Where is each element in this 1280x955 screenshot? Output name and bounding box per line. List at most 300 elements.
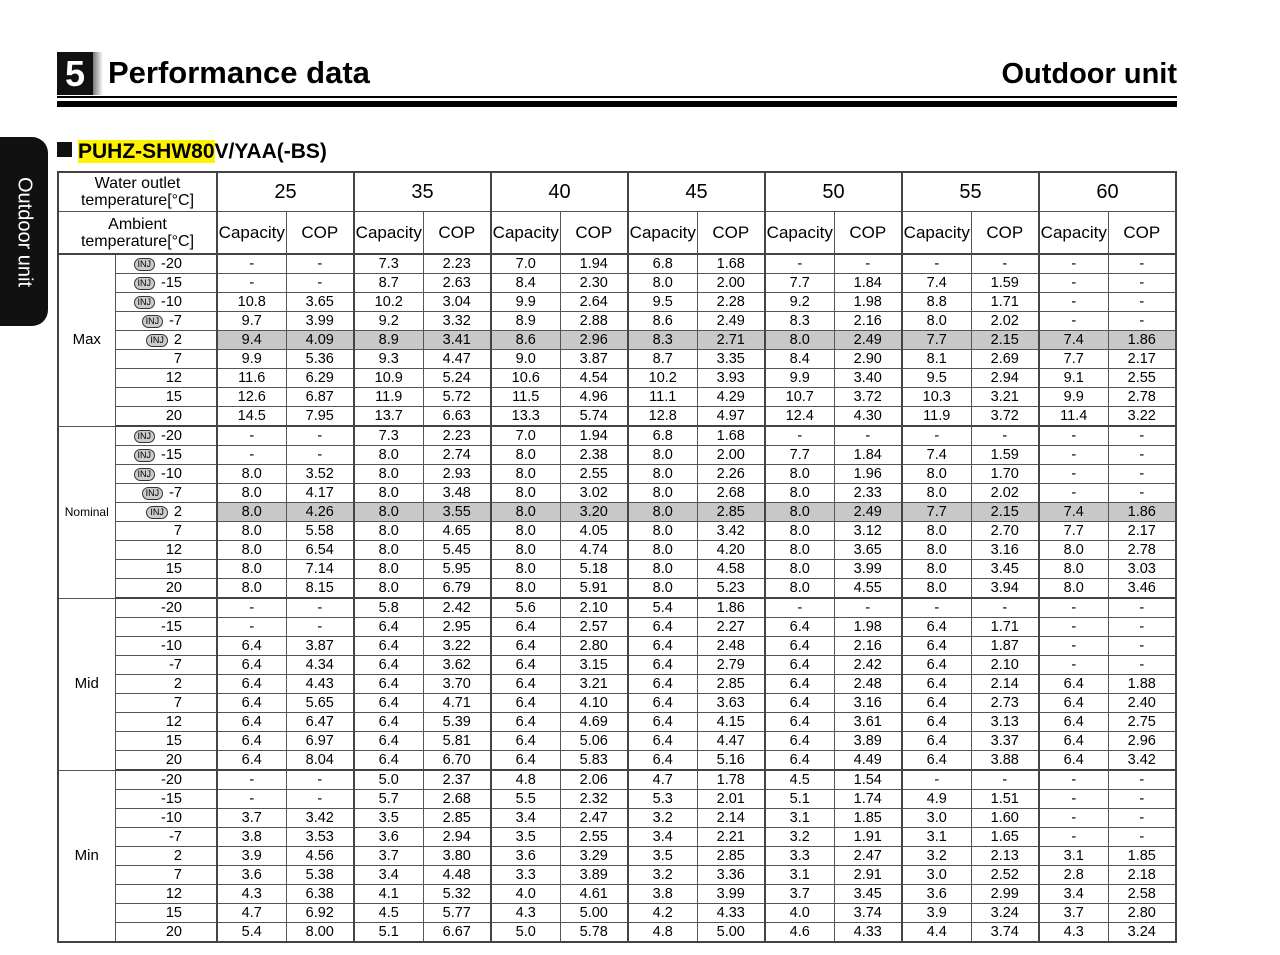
cop-cell: 3.62 [423,656,491,675]
table-row [58,484,1176,503]
section-number: 5 [57,52,93,95]
ambient-temp-cell [115,751,217,771]
ambient-temp-value: 12 [165,714,182,730]
cop-cell: 3.45 [971,560,1039,579]
ambient-temp-cell [115,522,217,541]
cop-cell: 2.58 [1108,885,1176,904]
cop-cell: - [1108,274,1176,293]
cop-cell: - [1108,809,1176,828]
water-outlet-label: Water outlet temperature[°C] [58,172,217,212]
capacity-cell: 3.1 [902,828,971,847]
cop-cell: 2.16 [834,637,902,656]
ambient-temp-cell [115,694,217,713]
table-row [58,656,1176,675]
capacity-cell: 10.3 [902,388,971,407]
cop-cell: 2.49 [697,312,765,331]
cop-cell: 3.41 [423,331,491,350]
ambient-temp-cell [115,656,217,675]
capacity-cell: 8.0 [628,465,697,484]
capacity-cell: 8.0 [217,522,286,541]
cop-cell: 2.33 [834,484,902,503]
cop-cell: - [834,254,902,274]
capacity-cell: 5.4 [217,923,286,943]
capacity-cell: 6.4 [765,732,834,751]
cop-cell: 5.32 [423,885,491,904]
cop-cell: 3.99 [834,560,902,579]
ambient-temp-cell [115,885,217,904]
table-row [58,866,1176,885]
cop-cell: 2.15 [971,331,1039,350]
capacity-cell: 8.0 [217,484,286,503]
capacity-cell: 6.4 [765,637,834,656]
cop-cell: 3.72 [971,407,1039,427]
capacity-cell: 8.7 [628,350,697,369]
header-row-water [58,172,1176,212]
cop-cell: 2.80 [560,637,628,656]
cop-cell: 4.26 [286,503,354,522]
capacity-cell: 10.9 [354,369,423,388]
capacity-cell: 11.5 [491,388,560,407]
cop-cell: 2.00 [697,446,765,465]
capacity-cell: 6.4 [354,732,423,751]
model-suffix: V/YAA(-BS) [214,140,327,163]
cop-cell: 3.88 [971,751,1039,771]
cop-cell: 3.40 [834,369,902,388]
cop-cell: 5.81 [423,732,491,751]
cop-cell: 1.51 [971,790,1039,809]
inj-badge-icon: INJ [146,506,168,519]
cop-cell: 6.79 [423,579,491,599]
ambient-temp-cell [115,407,217,427]
ambient-temp-cell [115,465,217,484]
table-row [58,254,1176,274]
ambient-temp-cell [115,637,217,656]
cop-cell: 2.01 [697,790,765,809]
capacity-cell: 8.0 [354,560,423,579]
cop-cell: 2.14 [697,809,765,828]
cop-cell: 2.71 [697,331,765,350]
capacity-cell: 8.0 [765,331,834,350]
capacity-cell: 3.4 [628,828,697,847]
side-tab-label: Outdoor unit [13,176,36,287]
cop-cell: 1.94 [560,254,628,274]
capacity-cell: 8.3 [765,312,834,331]
cop-cell: 2.69 [971,350,1039,369]
cop-cell: 2.85 [697,675,765,694]
capacity-cell: 6.4 [902,751,971,771]
capacity-cell: 11.4 [1039,407,1108,427]
capacity-cell: 3.6 [491,847,560,866]
capacity-cell: 10.2 [354,293,423,312]
ambient-temp-value: -10 [161,638,182,654]
cop-cell: 3.03 [1108,560,1176,579]
capacity-cell: 9.1 [1039,369,1108,388]
capacity-cell: 6.4 [491,637,560,656]
capacity-cell: 8.0 [902,312,971,331]
cop-header: COP [971,212,1039,255]
water-temp-header: 55 [902,172,1039,212]
cop-cell: - [834,598,902,618]
cop-cell: 3.48 [423,484,491,503]
cop-cell: 2.42 [423,598,491,618]
capacity-cell: 6.4 [491,618,560,637]
capacity-cell: 9.5 [902,369,971,388]
cop-cell: 2.94 [423,828,491,847]
water-temp-header: 45 [628,172,765,212]
capacity-cell: - [902,426,971,446]
cop-cell: 2.02 [971,312,1039,331]
cop-cell: 2.73 [971,694,1039,713]
ambient-temp-value: -15 [161,447,182,463]
cop-cell: 1.71 [971,618,1039,637]
cop-cell: 2.80 [1108,904,1176,923]
cop-cell: 7.95 [286,407,354,427]
capacity-cell: 6.4 [217,732,286,751]
capacity-cell: 6.4 [628,732,697,751]
capacity-cell: 8.0 [354,446,423,465]
cop-cell: 8.15 [286,579,354,599]
capacity-cell: 10.6 [491,369,560,388]
capacity-cell: 9.9 [1039,388,1108,407]
capacity-cell: 2.8 [1039,866,1108,885]
cop-cell: 2.02 [971,484,1039,503]
cop-cell: 3.32 [423,312,491,331]
capacity-cell: 8.0 [1039,560,1108,579]
capacity-cell: 8.0 [902,579,971,599]
cop-cell: 3.99 [286,312,354,331]
capacity-cell: 8.0 [217,560,286,579]
water-temp-header: 40 [491,172,628,212]
cop-cell: 4.17 [286,484,354,503]
capacity-cell: 6.4 [354,675,423,694]
cop-cell: 5.06 [560,732,628,751]
capacity-cell: 6.4 [491,732,560,751]
capacity-cell: 8.0 [902,541,971,560]
cop-cell: 1.91 [834,828,902,847]
model-highlight: PUHZ-SHW80 [78,140,215,163]
capacity-cell: 3.9 [217,847,286,866]
ambient-temp-cell [115,713,217,732]
capacity-cell: - [1039,426,1108,446]
ambient-temp-value: 2 [173,332,182,348]
capacity-cell: 3.4 [1039,885,1108,904]
cop-cell: 2.55 [560,465,628,484]
cop-cell: 2.90 [834,350,902,369]
table-row [58,790,1176,809]
table-row [58,350,1176,369]
capacity-cell: 8.0 [354,541,423,560]
cop-cell: 4.48 [423,866,491,885]
cop-cell: 2.40 [1108,694,1176,713]
capacity-cell: 6.4 [628,751,697,771]
cop-cell: 5.95 [423,560,491,579]
capacity-cell: 3.6 [354,828,423,847]
capacity-cell: 9.7 [217,312,286,331]
cop-cell: 2.93 [423,465,491,484]
capacity-cell: 7.7 [1039,522,1108,541]
cop-cell: 1.98 [834,618,902,637]
ambient-temp-cell [115,790,217,809]
capacity-cell: 6.8 [628,254,697,274]
capacity-cell: 6.4 [354,751,423,771]
cop-header: COP [1108,212,1176,255]
cop-cell: 5.78 [560,923,628,943]
capacity-cell: 8.0 [902,560,971,579]
cop-cell: 3.65 [834,541,902,560]
ambient-temp-value: 20 [165,408,182,424]
capacity-cell: 8.0 [765,560,834,579]
capacity-cell: 3.7 [217,809,286,828]
table-row [58,503,1176,522]
table-row [58,274,1176,293]
capacity-cell: 7.7 [765,446,834,465]
capacity-cell: 6.4 [354,637,423,656]
cop-header: COP [423,212,491,255]
cop-cell: 2.28 [697,293,765,312]
capacity-cell: 6.4 [628,675,697,694]
capacity-cell: 7.7 [765,274,834,293]
cop-cell: 3.65 [286,293,354,312]
cop-cell: 5.00 [697,923,765,943]
capacity-cell: 3.7 [1039,904,1108,923]
table-row [58,446,1176,465]
cop-cell: 2.23 [423,254,491,274]
cop-cell: 3.35 [697,350,765,369]
table-row [58,770,1176,790]
table-row [58,694,1176,713]
cop-cell: 5.91 [560,579,628,599]
inj-badge-icon: INJ [134,449,156,462]
capacity-cell: 8.4 [765,350,834,369]
cop-cell: 5.24 [423,369,491,388]
table-row [58,904,1176,923]
capacity-cell: 8.0 [491,522,560,541]
cop-cell: 1.65 [971,828,1039,847]
capacity-cell: 4.5 [354,904,423,923]
ambient-temp-value: -7 [169,313,182,329]
cop-cell: 1.86 [1108,331,1176,350]
page-title: Performance data [108,55,370,90]
capacity-cell: - [1039,790,1108,809]
cop-cell: 6.67 [423,923,491,943]
table-row [58,465,1176,484]
cop-cell: 3.61 [834,713,902,732]
capacity-cell: 6.4 [217,694,286,713]
capacity-cell: - [1039,274,1108,293]
capacity-cell: 3.4 [491,809,560,828]
ambient-temp-value: -7 [169,485,182,501]
cop-cell: - [1108,426,1176,446]
capacity-cell: 7.4 [902,274,971,293]
capacity-cell: 5.0 [354,770,423,790]
capacity-cell: 6.4 [628,637,697,656]
capacity-cell: 9.9 [491,293,560,312]
ambient-temp-value: -15 [161,791,182,807]
cop-cell: 4.54 [560,369,628,388]
water-temp-header: 60 [1039,172,1176,212]
capacity-cell: - [1039,656,1108,675]
capacity-cell: 5.4 [628,598,697,618]
capacity-cell: 4.8 [491,770,560,790]
cop-cell: 4.33 [834,923,902,943]
capacity-cell: 6.4 [354,694,423,713]
capacity-cell: 4.0 [765,904,834,923]
cop-cell: 3.29 [560,847,628,866]
capacity-cell: 4.7 [628,770,697,790]
capacity-cell: - [217,598,286,618]
capacity-cell: 3.2 [765,828,834,847]
capacity-cell: 6.4 [217,713,286,732]
capacity-cell: 8.0 [765,541,834,560]
capacity-cell: 8.9 [354,331,423,350]
capacity-cell: 3.3 [765,847,834,866]
cop-cell: 3.87 [560,350,628,369]
capacity-cell: 8.0 [628,522,697,541]
table-row [58,293,1176,312]
cop-cell: 2.78 [1108,388,1176,407]
cop-cell: 3.52 [286,465,354,484]
capacity-cell: 3.4 [354,866,423,885]
cop-cell: 2.47 [834,847,902,866]
cop-cell: 2.64 [560,293,628,312]
cop-cell: - [286,790,354,809]
cop-cell: 2.85 [697,847,765,866]
ambient-temp-cell [115,618,217,637]
cop-cell: 2.55 [560,828,628,847]
cop-cell: 2.68 [697,484,765,503]
cop-cell: 5.36 [286,350,354,369]
capacity-cell: 7.4 [1039,331,1108,350]
side-tab[interactable] [0,137,48,326]
capacity-cell: - [902,770,971,790]
cop-cell: 1.88 [1108,675,1176,694]
cop-cell: 2.47 [560,809,628,828]
ambient-temp-value: -20 [161,600,182,616]
cop-cell: 3.24 [971,904,1039,923]
capacity-cell: 8.0 [628,503,697,522]
cop-header: COP [560,212,628,255]
capacity-cell: 3.7 [354,847,423,866]
capacity-cell: 8.0 [354,579,423,599]
ambient-temp-cell [115,369,217,388]
cop-cell: 3.12 [834,522,902,541]
cop-cell: 3.24 [1108,923,1176,943]
cop-cell: 2.27 [697,618,765,637]
capacity-cell: - [1039,465,1108,484]
table-row [58,407,1176,427]
ambient-temp-cell [115,312,217,331]
capacity-cell: 6.4 [628,694,697,713]
cop-cell: 6.97 [286,732,354,751]
capacity-cell: 8.0 [765,522,834,541]
cop-cell: 5.77 [423,904,491,923]
cop-cell: 2.30 [560,274,628,293]
mode-label: Max [58,254,115,426]
capacity-cell: 4.1 [354,885,423,904]
cop-cell: 3.89 [834,732,902,751]
cop-cell: 3.21 [971,388,1039,407]
ambient-temp-value: 7 [173,695,182,711]
capacity-cell: 8.0 [491,484,560,503]
capacity-cell: - [217,446,286,465]
table-row [58,522,1176,541]
cop-cell: 4.15 [697,713,765,732]
cop-cell: 2.18 [1108,866,1176,885]
capacity-cell: 8.0 [217,503,286,522]
capacity-header: Capacity [628,212,697,255]
cop-cell: 3.53 [286,828,354,847]
capacity-cell: 8.0 [1039,541,1108,560]
table-row [58,828,1176,847]
capacity-cell: 7.7 [902,331,971,350]
cop-cell: 3.15 [560,656,628,675]
ambient-temp-cell [115,254,217,274]
capacity-cell: 8.6 [628,312,697,331]
table-row [58,713,1176,732]
ambient-temp-cell [115,426,217,446]
capacity-cell: 8.0 [491,465,560,484]
ambient-temp-value: -10 [161,810,182,826]
cop-cell: 3.36 [697,866,765,885]
capacity-cell: 7.0 [491,254,560,274]
cop-cell: 2.88 [560,312,628,331]
cop-cell: 5.38 [286,866,354,885]
ambient-temp-value: 2 [173,504,182,520]
cop-cell: - [1108,446,1176,465]
ambient-temp-cell [115,446,217,465]
cop-cell: 2.94 [971,369,1039,388]
table-row [58,312,1176,331]
capacity-cell: - [1039,293,1108,312]
capacity-cell: 5.0 [491,923,560,943]
capacity-cell: 7.4 [902,446,971,465]
cop-cell: 3.16 [834,694,902,713]
capacity-cell: 8.3 [628,331,697,350]
cop-cell: 4.43 [286,675,354,694]
capacity-cell: 6.4 [491,751,560,771]
cop-cell: 4.33 [697,904,765,923]
capacity-cell: 6.4 [765,656,834,675]
ambient-temp-cell [115,503,217,522]
cop-cell: 2.96 [1108,732,1176,751]
capacity-cell: - [1039,312,1108,331]
capacity-cell: 11.6 [217,369,286,388]
capacity-cell: 13.7 [354,407,423,427]
cop-cell: 8.00 [286,923,354,943]
cop-cell: - [971,426,1039,446]
cop-cell: 3.74 [834,904,902,923]
inj-badge-icon: INJ [134,468,156,481]
capacity-cell: 10.2 [628,369,697,388]
capacity-cell: 8.0 [765,484,834,503]
table-row [58,751,1176,771]
cop-cell: 2.96 [560,331,628,350]
cop-cell: 4.49 [834,751,902,771]
capacity-cell: 8.0 [902,484,971,503]
cop-cell: - [1108,598,1176,618]
cop-cell: - [286,770,354,790]
ambient-temp-cell [115,847,217,866]
cop-cell: 4.05 [560,522,628,541]
mode-label: Min [58,770,115,942]
cop-cell: 5.45 [423,541,491,560]
cop-cell: 2.91 [834,866,902,885]
cop-cell: 1.71 [971,293,1039,312]
capacity-cell: 8.0 [354,484,423,503]
cop-cell: 3.45 [834,885,902,904]
capacity-cell: 6.4 [902,637,971,656]
capacity-cell: 4.8 [628,923,697,943]
